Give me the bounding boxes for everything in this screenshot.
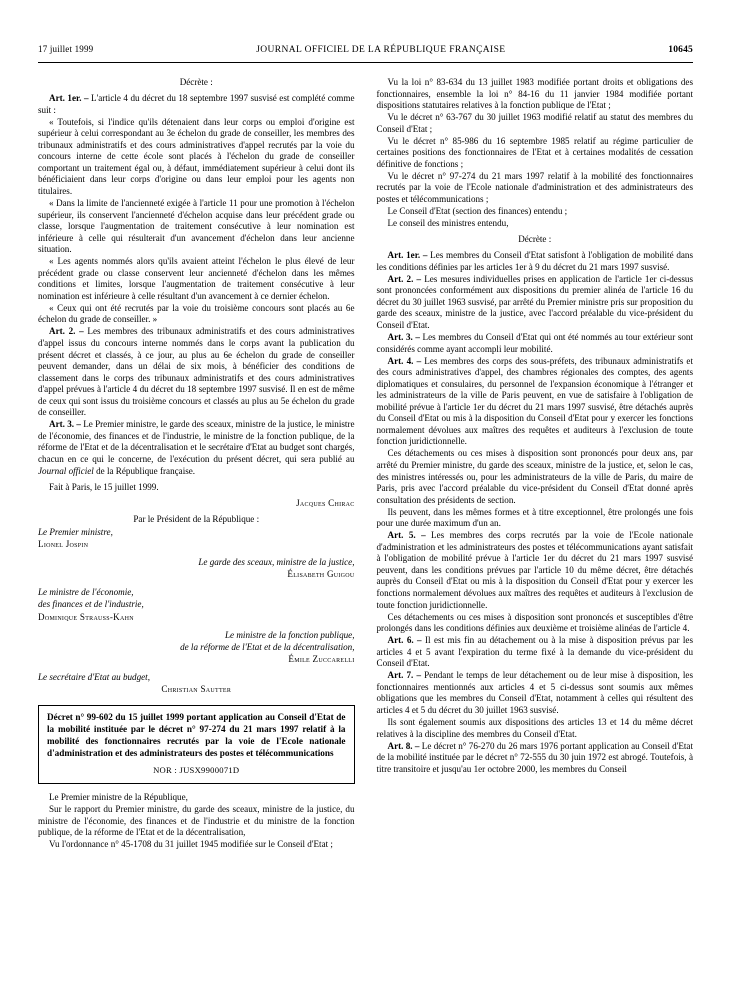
- header-rule: [38, 62, 693, 63]
- decree-title-text: Décret n° 99-602 du 15 juillet 1999 portant application au Conseil d'Etat de la mobilité instituée par le décret n° 97-274 du 21 mars 1997 relatif à la mobilité des fonctionnaires recrutés par la voie de l'Ecole nationale d'administration et des administrateurs des postes et télécommunications: [47, 712, 346, 759]
- par-le-president: Par le Président de la République :: [133, 513, 260, 524]
- right-article-8: [377, 741, 694, 776]
- left-article-2: [38, 326, 355, 418]
- economy-title-line2: des finances et de l'industrie,: [38, 599, 144, 610]
- article-1-text-left: L'article 4 du décret du 18 septembre 1997 susvisé est complété comme suit :: [38, 93, 355, 115]
- public-service-title-line1: Le ministre de la fonction publique,: [225, 629, 355, 640]
- signature-block-justice: [38, 557, 355, 581]
- article-7-lead-right: Art. 7. –: [387, 670, 421, 681]
- left-column: [38, 77, 355, 852]
- public-service-title-line2: de la réforme de l'Etat et de la décentralisation,: [180, 641, 355, 652]
- article-3-lead-right: Art. 3. –: [387, 331, 420, 342]
- pm-name: Lionel Jospin: [38, 539, 89, 550]
- right-article-4: [377, 356, 694, 448]
- left-paragraph-4: « Ceux qui ont été recrutés par la voie du troisième concours sont placés au 6e échelon du grade de conseiller. »: [38, 302, 355, 325]
- decrete-label-right: Décrète :: [518, 234, 552, 245]
- article-4-text-right: Les membres des corps des sous-préfets, des tribunaux administratifs et des cours administratives d'appel, des chambres régionales des comptes, des agents diplomatiques et consulaires, du personnel de l'expansion économique à l'étranger et les administrateurs de la ville de Paris peuvent, en vue de satisfaire à l'obligation de mobilité prévue à l'article 1er du décret du 21 mars 1997 susvisé, être détachés auprès du Conseil d'Etat ou mis à la disposition du Conseil d'Etat pour y exercer les fonctions normalement dévolues aux maîtres des requêtes et auditeurs à l'exclusion de toute fonction juridictionnelle.: [376, 355, 693, 447]
- budget-name: Christian Sautter: [161, 683, 232, 694]
- right-vu-4: Vu le décret n° 97-274 du 21 mars 1997 relatif à la mobilité des fonctionnaires recrutés par la voie de l'Ecole nationale d'administration et des administrateurs des postes et télécommunications ;: [376, 170, 693, 204]
- signature-president: Jacques Chirac: [296, 497, 355, 508]
- public-service-name: Émile Zuccarelli: [288, 653, 355, 664]
- article-3-lead-left: Art. 3. –: [49, 419, 81, 430]
- right-article-7: [377, 670, 694, 716]
- left-article-3: [38, 419, 355, 477]
- right-article-1: [377, 250, 694, 273]
- article-2-lead-right: Art. 2. –: [387, 273, 422, 284]
- article-8-lead-right: Art. 8. –: [387, 740, 420, 751]
- article-2-text-right: Les mesures individuelles prises en application de l'article 1er ci-dessus sont prononcées conformément aux dispositions du premier alinéa de l'article 16 du décret du 30 juillet 1963 susvisé, par arrêté du Premier ministre pris sur proposition du garde des sceaux, ministre de la justice, avec l'accord préalable du vice-président du Conseil d'Etat.: [376, 273, 693, 330]
- article-3-tail-left: de la République française.: [93, 465, 196, 476]
- rapport-paragraph: Sur le rapport du Premier ministre, du garde des sceaux, ministre de la justice, du ministre de l'économie, des finances et de l'industrie et du ministre de la fonction publique, de la réforme de l'Etat et de la décentralisation,: [38, 804, 355, 838]
- right-vu-1: Vu la loi n° 83-634 du 13 juillet 1983 modifiée portant droits et obligations des fonctionnaires, ensemble la loi n° 84-16 du 11 janvier 1984 modifiée portant dispositions statutaires relatives à la fonction publique de l'Etat ;: [376, 77, 693, 111]
- article-2-lead-left: Art. 2. –: [49, 326, 84, 337]
- left-paragraph-3: « Les agents nommés alors qu'ils avaient atteint l'échelon le plus élevé de leur précédent grade ou classe conservent leur ancienneté d'échelon dans les mêmes conditions et limites, lorsque l'augmentation de traitement consécutive à leur nomination est inférieure à celle résultant d'un avancement à ce dernier échelon.: [38, 256, 355, 301]
- article-5-lead-right: Art. 5. –: [387, 530, 426, 541]
- economy-title-line1: Le ministre de l'économie,: [38, 587, 134, 598]
- signature-block-pm: [38, 527, 355, 551]
- right-paragraph-detachements: Ces détachements ou ces mises à disposition sont prononcés pour deux ans, par arrêté du Premier ministre, du garde des sceaux, ministre de la justice, et, selon le cas, des ministres intéressés ou, pour les administrateurs de la ville de Paris, du maire de Paris, pris avec l'accord préalable du vice-président du Conseil d'Etat donné après consultation des présidents de section.: [376, 448, 693, 505]
- article-1-lead-right: Art. 1er. –: [387, 250, 428, 261]
- right-article-6: [377, 635, 694, 670]
- decrete-label-left: Décrète :: [179, 77, 213, 87]
- page-header: [38, 44, 693, 59]
- header-title: JOURNAL OFFICIEL DE LA RÉPUBLIQUE FRANÇAISE: [256, 45, 506, 55]
- article-2-text-left: Les membres des tribunaux administratifs et des cours administratives d'appel issus du concours interne nommés dans le corps avant la publication du présent décret et classés, à ce jour, au plus au 6e échelon du grade de conseiller peuvent demander, dans un délai de six mois, à bénéficier des conditions de classement dans le corps des tribunaux administratifs et des cours administratives d'appel prévues à l'article 4 du décret du 18 septembre 1997 susvisé. Il en est de même de ceux qui sont issus du troisième concours et classés au plus au 5e échelon du grade de conseiller.: [38, 326, 355, 418]
- right-article-3: [377, 332, 694, 355]
- fait-a-paris: Fait à Paris, le 15 juillet 1999.: [49, 481, 159, 492]
- right-vu-2: Vu le décret n° 63-767 du 30 juillet 1963 modifié relatif au statut des membres du Conseil d'Etat ;: [376, 112, 693, 134]
- right-paragraph-detachements-2: Ces détachements ou ces mises à disposition sont prononcés et susceptibles d'être prolongés dans les conditions définies aux deuxième et troisième alinéas de l'article 4.: [376, 611, 693, 634]
- signature-block-budget: [38, 672, 355, 696]
- economy-name: Dominique Strauss-Kahn: [38, 611, 134, 622]
- left-vu-1: Vu l'ordonnance n° 45-1708 du 31 juillet 1945 modifiée sur le Conseil d'Etat ;: [49, 839, 333, 850]
- justice-name: Élisabeth Guigou: [287, 569, 355, 580]
- right-article-2: [377, 274, 694, 332]
- right-vu-3: Vu le décret n° 85-986 du 16 septembre 1985 relatif au régime particulier de certaines positions des fonctionnaires de l'Etat et à certaines modalités de cessation définitive de fonctions ;: [376, 135, 693, 169]
- article-1-lead-left: Art. 1er. –: [49, 93, 89, 104]
- left-article-1: [38, 93, 355, 116]
- left-paragraph-2: « Dans la limite de l'ancienneté exigée à l'article 11 pour une promotion à l'échelon supérieur, ils conservent l'ancienneté d'échelon acquise dans leur précédent grade ou classe, lorsque l'augmentation de traitement consécutive à leur nomination est inférieure à celle qui résulterait d'un avancement d'échelon dans leur ancienne situation.: [38, 197, 355, 255]
- right-paragraph-peuvent: Ils peuvent, dans les mêmes formes et à titre exceptionnel, être prolongés une fois pour une durée maximum d'un an.: [376, 506, 693, 529]
- right-article-5: [377, 530, 694, 611]
- article-3-text-right: Les membres du Conseil d'Etat qui ont été nommés au tour extérieur sont considérés comme ayant accompli leur mobilité.: [376, 331, 693, 354]
- signature-block-economy: [38, 587, 355, 623]
- header-page-number: 10645: [668, 45, 693, 55]
- decree-nor: NOR : JUSX9900071D: [153, 765, 240, 776]
- header-date: 17 juillet 1999: [38, 44, 94, 54]
- decree-title-box: [38, 705, 355, 784]
- right-column: [377, 77, 694, 852]
- right-paragraph-soumis: Ils sont également soumis aux dispositions des articles 13 et 14 du même décret relatives à la discipline des membres du Conseil d'Etat.: [376, 717, 693, 739]
- pm-reference: Le Premier ministre de la République,: [49, 792, 188, 803]
- conseil-ministres-entendu: Le conseil des ministres entendu,: [387, 218, 509, 229]
- article-1-text-right: Les membres du Conseil d'Etat satisfont à l'obligation de mobilité dans les conditions définies par les articles 1er à 9 du décret du 21 mars 1997 susvisé.: [376, 250, 693, 272]
- justice-title: Le garde des sceaux, ministre de la justice,: [198, 557, 355, 568]
- article-3-italic-left: Journal officiel: [38, 465, 94, 476]
- article-8-text-right: Le décret n° 76-270 du 26 mars 1976 portant application au Conseil d'Etat de la mobilité instituée par le décret n° 72-555 du 30 juin 1972 est abrogé. Toutefois, à titre transitoire et jusqu'au 1er octobre 2000, les membres du Conseil: [376, 740, 693, 774]
- article-3-text-left: Le Premier ministre, le garde des sceaux, ministre de la justice, le ministre de l'économie, des finances et de l'industrie, le ministre de la fonction publique, de la réforme de l'Etat et de la décentralisation et le secrétaire d'Etat au budget sont chargés, chacun en ce qui le concerne, de l'exécution du présent décret, qui sera publié au: [38, 419, 355, 464]
- budget-title: Le secrétaire d'Etat au budget,: [38, 671, 150, 682]
- conseil-etat-entendu: Le Conseil d'Etat (section des finances) entendu ;: [387, 206, 568, 217]
- article-4-lead-right: Art. 4. –: [387, 355, 422, 366]
- left-paragraph-1: « Toutefois, si l'indice qu'ils détenaient dans leur corps ou emploi d'origine est supérieur à celui correspondant au 3e échelon du grade de conseiller, les membres des tribunaux administratifs et des cours administratives d'appel recrutés par la voie du concours interne de cette école sont placés à l'échelon du grade de conseiller comportant un traitement égal ou, à défaut, immédiatement supérieur à celui dont ils bénéficiaient dans leur corps d'origine ou dans leur emploi pour les agents non titulaires.: [38, 116, 355, 196]
- columns-container: [38, 77, 693, 852]
- article-5-text-right: Les membres des corps recrutés par la voie de l'Ecole nationale d'administration et les administrateurs des postes et télécommunications ayant satisfait à l'obligation de mobilité prévue à l'article 1er du décret du 21 mars 1997 susvisé peuvent, dans les conditions prévues par l'article 10 du même décret, être détachés auprès du Conseil d'Etat ou mis à la disposition du Conseil d'Etat pour y exercer les fonctions normalement dévolues aux maîtres des requêtes et auditeurs à l'exclusion de toute fonction juridictionnelle.: [376, 530, 693, 610]
- article-7-text-right: Pendant le temps de leur détachement ou de leur mise à disposition, les fonctionnaires mentionnés aux articles 4 et 5 ci-dessus sont soumis aux mêmes obligations que les membres du Conseil d'Etat, notamment à celles qui résultent des articles 4 et 5 du décret du 30 juillet 1963 susvisé.: [376, 670, 693, 715]
- article-6-lead-right: Art. 6. –: [387, 635, 422, 646]
- signature-block-public-service: [38, 630, 355, 666]
- article-6-text-right: Il est mis fin au détachement ou à la mise à disposition prévus par les articles 4 et 5 avant l'expiration du terme fixé à la demande du vice-président du Conseil d'Etat.: [376, 635, 694, 669]
- pm-title: Le Premier ministre,: [38, 527, 113, 538]
